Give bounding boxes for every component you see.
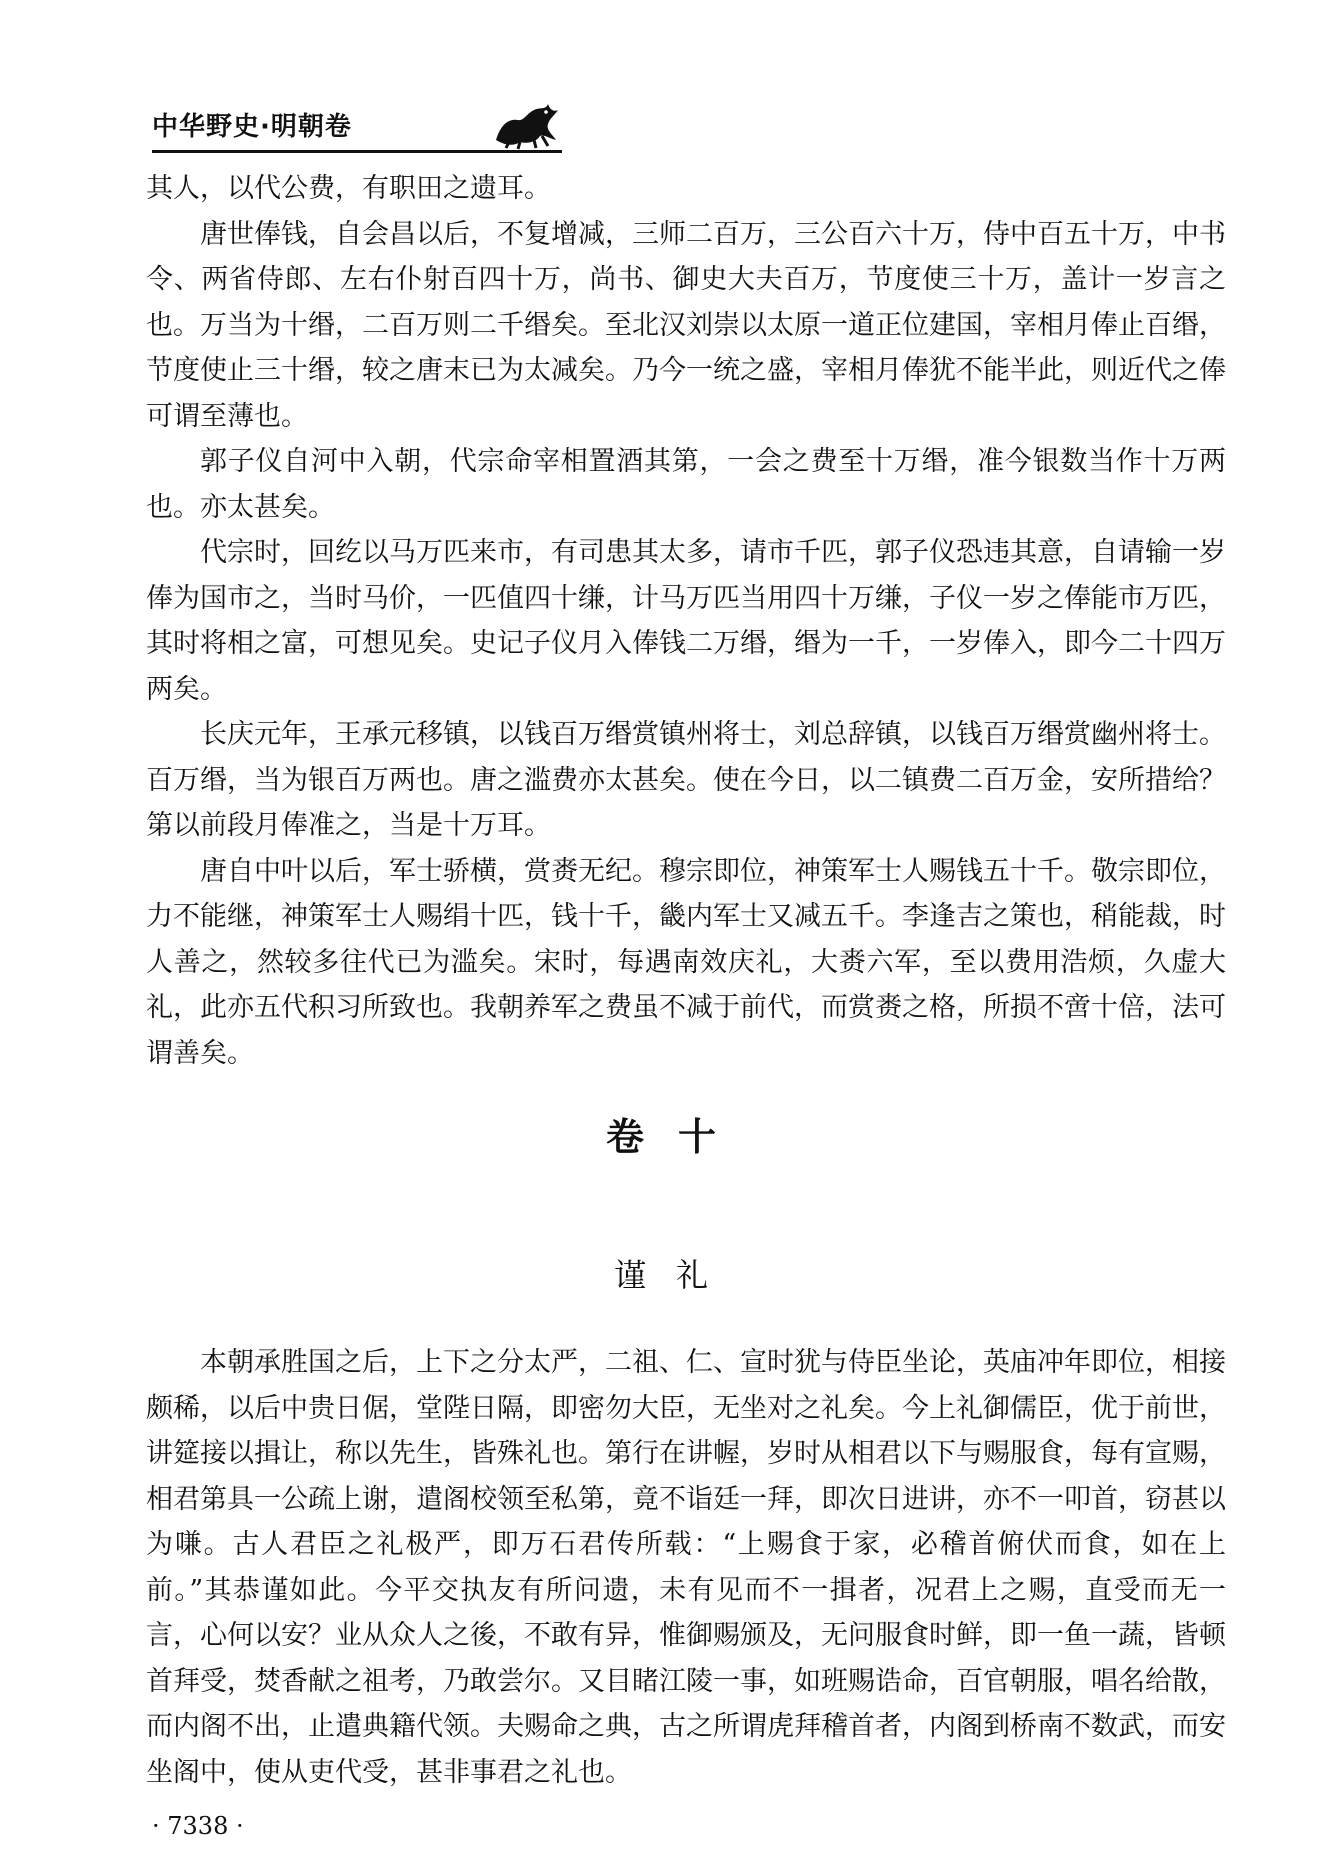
header-rule (152, 150, 562, 153)
paragraph: 长庆元年，王承元移镇，以钱百万缗赏镇州将士，刘总辞镇，以钱百万缗赏幽州将士。百万缗，当为银百万两也。唐之滥费亦太甚矣。使在今日，以二镇费二百万金，安所措给？第以前段月俸准之，当是十万耳。 (146, 719, 1226, 841)
section-body-1 (146, 166, 1226, 1076)
paragraph: 唐自中叶以后，军士骄横，赏赉无纪。穆宗即位，神策军士人赐钱五十千。敬宗即位，力不能继，神策军士人赐绢十匹，钱十千，畿内军士又减五千。李逢吉之策也，稍能裁，时人善之，然较多往代已为滥矣。宋时，每遇南效庆礼，大赉六军，至以费用浩烦，久虚大礼，此亦五代积习所致也。我朝养军之费虽不减于前代，而赏赉之格，所损不啻十倍，法可谓善矣。 (146, 855, 1226, 1069)
paragraph: 本朝承胜国之后，上下之分太严，二祖、仁、宣时犹与侍臣坐论，英庙冲年即位，相接颇稀，以后中贵日倨，堂陛日隔，即密勿大臣，无坐对之礼矣。今上礼御儒臣，优于前世，讲筵接以揖让，称以先生，皆殊礼也。第行在讲幄，岁时从相君以下与赐服食，每有宣赐，相君第具一公疏上谢，遣阁校领至私第，竟不诣廷一拜，即次日进讲，亦不一叩首，窃甚以为嗛。古人君臣之礼极严，即万石君传所载：“上赐食于家，必稽首俯伏而食，如在上前。”其恭谨如此。今平交执友有所问遗，未有见而不一揖者，况君上之赐，直受而无一言，心何以安？业从众人之後，不敢有异，惟御赐颁及，无问服食时鲜，即一鱼一蔬，皆顿首拜受，焚香献之祖考，乃敢尝尔。又目睹江陵一事，如班赐诰命，百官朝服，唱名给散，而内阁不出，止遣典籍代领。夫赐命之典，古之所谓虎拜稽首者，内阁到桥南不数武，而安坐阁中，使从吏代受，甚非事君之礼也。 (146, 1347, 1226, 1788)
chapter-title: 卷十 (605, 1115, 750, 1159)
running-header-title: 中华野史·明朝卷 (152, 112, 352, 142)
running-header (152, 96, 562, 154)
paragraph: 郭子仪自河中入朝，代宗命宰相置酒其第，一会之费至十万缗，准今银数当作十万两也。亦太甚矣。 (146, 446, 1226, 523)
dragon-emblem-icon (490, 96, 562, 150)
page-number: · 7338 · (152, 1812, 244, 1840)
paragraph: 唐世俸钱，自会昌以后，不复增减，三师二百万，三公百六十万，侍中百五十万，中书令、两省侍郎、左右仆射百四十万，尚书、御史大夫百万，节度使三十万，盖计一岁言之也。万当为十缗，二百万则二千缗矣。至北汉刘崇以太原一道正位建国，宰相月俸止百缗，节度使止三十缗，较之唐末已为太减矣。乃今一统之盛，宰相月俸犹不能半此，则近代之俸可谓至薄也。 (146, 218, 1226, 432)
paragraph: 代宗时，回纥以马万匹来市，有司患其太多，请市千匹，郭子仪恐违其意，自请输一岁俸为国市之，当时马价，一匹值四十缣，计马万匹当用四十万缣，子仪一岁之俸能市万匹，其时将相之富，可想见矣。史记子仪月入俸钱二万缗，缗为一千，一岁俸入，即今二十四万两矣。 (146, 537, 1226, 705)
paragraph: 其人，以代公费，有职田之遗耳。 (146, 173, 551, 204)
section-title: 谨礼 (613, 1256, 738, 1294)
section-body-2 (146, 1340, 1226, 1795)
